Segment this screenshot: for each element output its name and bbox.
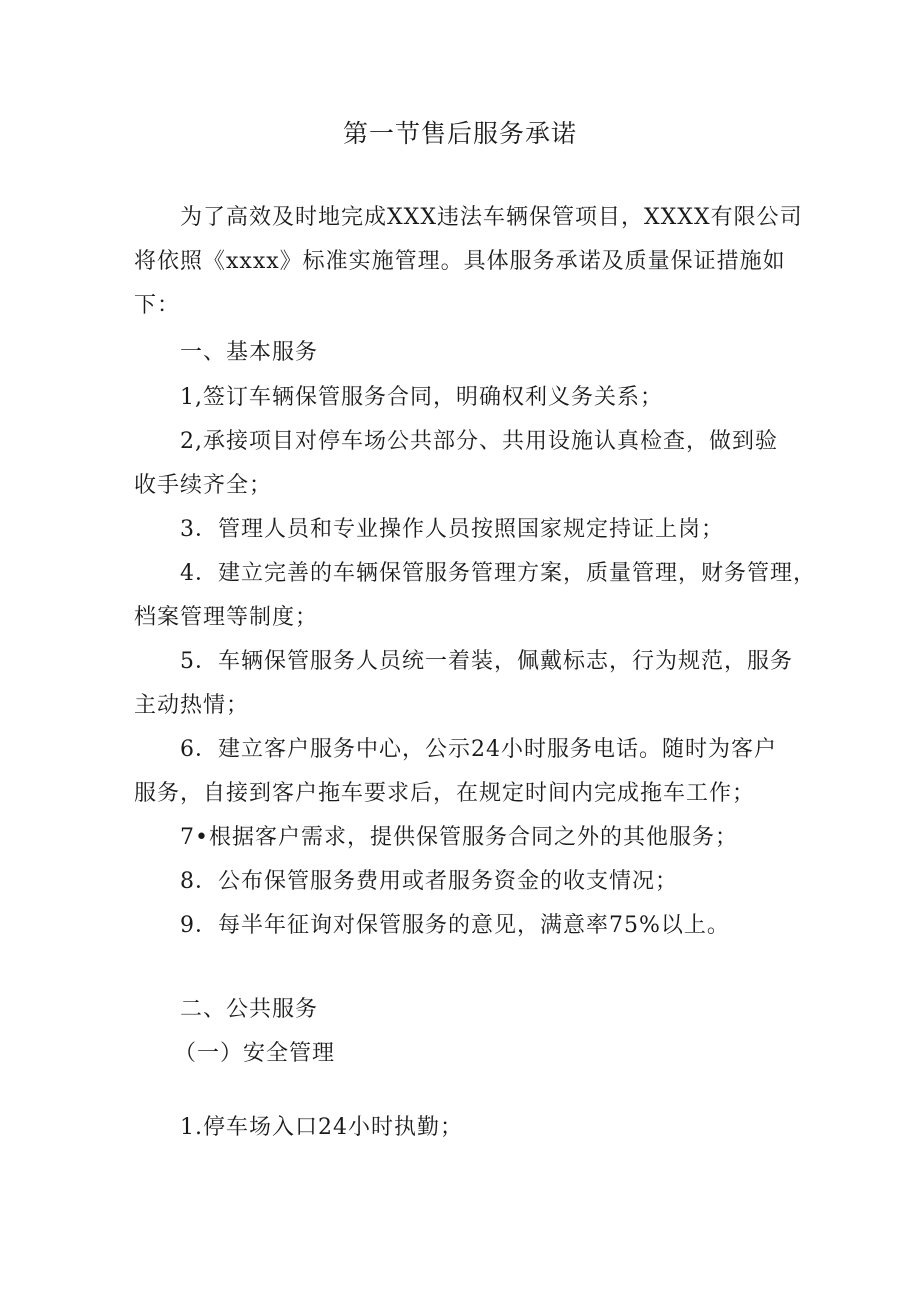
section-2-subheading: （一）安全管理 [174, 1041, 336, 1066]
section-2-item-1: 1.停车场入口24小时执勤； [180, 1115, 463, 1140]
section-1-item-2-line-2: 收手续齐全； [134, 473, 273, 498]
section-1-item-5-line-1: 5．车辆保管服务人员统一着装，佩戴标志，行为规范，服务 [180, 649, 793, 674]
section-1-item-6-line-1: 6．建立客户服务中心，公示24小时服务电话。随时为客户 [180, 737, 777, 762]
section-1-item-3: 3．管理人员和专业操作人员按照国家规定持证上岗； [180, 517, 724, 542]
section-1-item-4-line-2: 档案管理等制度； [134, 605, 319, 630]
page-title: 第一节售后服务承诺 [342, 119, 577, 148]
section-2-heading: 二、公共服务 [180, 997, 319, 1022]
intro-line-2: 将依照《xxxx》标准实施管理。具体服务承诺及质量保证措施如 [134, 249, 786, 274]
intro-line-3: 下： [134, 293, 181, 318]
section-1-item-6-line-2: 服务，自接到客户拖车要求后，在规定时间内完成拖车工作； [134, 781, 756, 806]
section-1-item-9: 9．每半年征询对保管服务的意见，满意率75%以上。 [180, 913, 730, 938]
section-1-item-8: 8．公布保管服务费用或者服务资金的收支情况； [180, 869, 678, 894]
intro-line-1: 为了高效及时地完成XXX违法车辆保管项目，XXXX有限公司 [180, 205, 803, 230]
section-1-item-5-line-2: 主动热情； [134, 693, 250, 718]
section-1-item-2-line-1: 2,承接项目对停车场公共部分、共用设施认真检查，做到验 [180, 429, 778, 454]
section-1-item-4-line-1: 4．建立完善的车辆保管服务管理方案，质量管理，财务管理， [180, 561, 816, 586]
section-1-item-7: 7•根据客户需求，提供保管服务合同之外的其他服务； [180, 825, 738, 850]
section-1-heading: 一、基本服务 [180, 340, 319, 365]
section-1-item-1: 1,签订车辆保管服务合同，明确权利义务关系； [180, 385, 663, 410]
